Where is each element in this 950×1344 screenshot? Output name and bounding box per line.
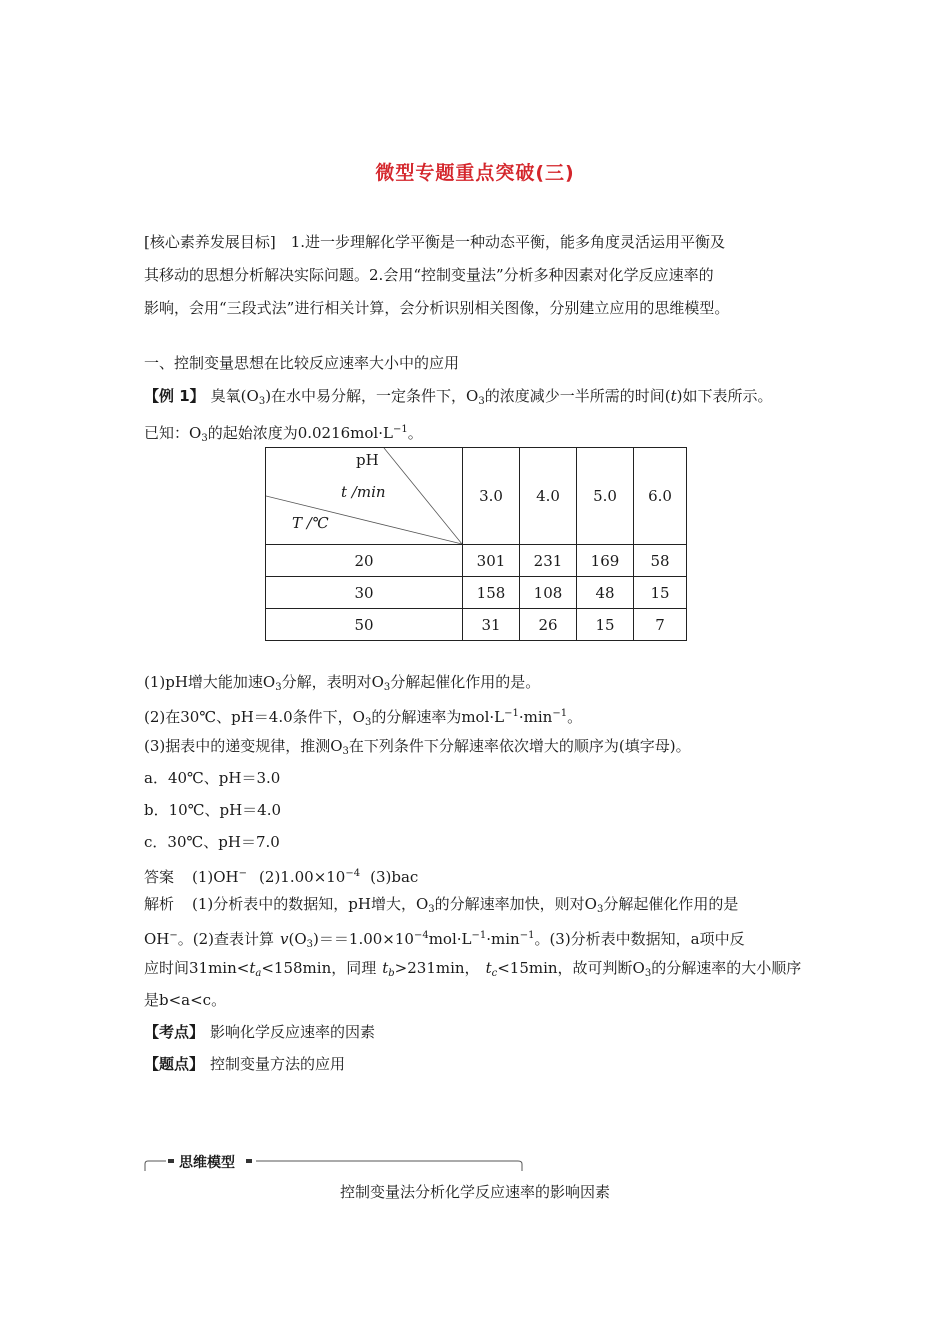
temperature-cell: 20 <box>266 545 463 577</box>
answer-line: 答案 (1)OH− $(2)1.00\times 10^{-4}$ (3)bac <box>144 868 419 886</box>
analysis-line: 应时间$31\min<t_a<158\min$，同理 $t_b>231\min$， $t_c<15\min$，故可判断$O_3$的分解速率的大小顺序 <box>144 959 802 979</box>
goal-line: 其移动的思想分析解决实际问题。2.会用“控制变量法”分析多种因素对化学反应速率的 <box>144 266 714 284</box>
question-3: (3)据表中的递变规律，推测$O_3$在下列条件下分解速率依次增大的顺序为(填字母)。 <box>144 737 691 757</box>
value-cell: 169 <box>577 545 634 577</box>
time-header: t /min <box>341 483 386 501</box>
analysis-block <box>144 888 814 1080</box>
example-section <box>144 347 814 446</box>
value-cell: 231 <box>520 545 577 577</box>
example-label: 【例 1】 <box>144 387 205 405</box>
value-cell: 26 <box>520 609 577 641</box>
half-life-table <box>265 447 687 641</box>
thinking-model-header <box>144 1152 524 1172</box>
question-2: (2)在30℃、pH＝4.0条件下，$O_3$的分解速率为$mol\cdot L^{-1}\cdot\min^{-1}$。 <box>144 708 583 728</box>
table-row <box>266 609 687 641</box>
tidian-line: 【题点】 控制变量方法的应用 <box>144 1055 346 1073</box>
analysis-line: OH−。(2)查表计算 $v(O_3)==1.00\times 10^{-4}mol\cdot L^{-1}\cdot\min^{-1}$。(3)分析表中数据知，a项中反 <box>144 930 745 950</box>
value-cell: 48 <box>577 577 634 609</box>
example-statement: 【例 1】 臭氧$(O_3)$在水中易分解，一定条件下，$O_3$的浓度减少一半所需的时间(t)如下表所示。 <box>144 387 773 407</box>
section-heading: 一、控制变量思想在比较反应速率大小中的应用 <box>144 354 460 372</box>
value-cell: 31 <box>463 609 520 641</box>
ph-header: pH <box>356 451 379 469</box>
model-subtitle: 控制变量法分析化学反应速率的影响因素 <box>339 1183 610 1201</box>
value-cell: 58 <box>634 545 687 577</box>
value-cell: 15 <box>577 609 634 641</box>
table-row <box>266 577 687 609</box>
value-cell: 108 <box>520 577 577 609</box>
answer-label: 答案 <box>144 868 175 886</box>
value-cell: 158 <box>463 577 520 609</box>
page-title: 微型专题重点突破(三) <box>375 162 575 184</box>
ph-value-cell: 4.0 <box>520 448 577 545</box>
goal-line: 影响，会用“三段式法”进行相关计算，会分析识别相关图像，分别建立应用的思维模型。 <box>144 299 730 317</box>
option-a: a．40℃、pH＝3.0 <box>144 769 281 787</box>
analysis-line: 解析 (1)分析表中的数据知，pH增大，$O_3$的分解速率加快，则对$O_3$分解起催化作用的是 <box>144 895 739 915</box>
diagonal-header-cell <box>266 448 463 545</box>
ph-value-cell: 6.0 <box>634 448 687 545</box>
questions-block <box>144 666 814 890</box>
temperature-cell: 30 <box>266 577 463 609</box>
analysis-line: 是b<a<c。 <box>144 991 227 1009</box>
model-label: 思维模型 <box>176 1152 238 1172</box>
value-cell: 301 <box>463 545 520 577</box>
temperature-cell: 50 <box>266 609 463 641</box>
option-b: b．10℃、pH＝4.0 <box>144 801 282 819</box>
kaodian-line: 【考点】 影响化学反应速率的因素 <box>144 1023 376 1041</box>
ph-value-cell: 5.0 <box>577 448 634 545</box>
value-cell: 15 <box>634 577 687 609</box>
core-goal-paragraph <box>144 226 814 325</box>
table-row <box>266 545 687 577</box>
table-header-row <box>266 448 687 545</box>
analysis-label: 解析 <box>144 895 175 913</box>
value-cell: 7 <box>634 609 687 641</box>
question-1: (1)pH增大能加速$O_3$分解，表明对$O_3$分解起催化作用的是。 <box>144 673 541 693</box>
kaodian-label: 【考点】 <box>144 1023 205 1041</box>
goal-line: [核心素养发展目标] 1.进一步理解化学平衡是一种动态平衡，能多角度灵活运用平衡及 <box>144 233 726 251</box>
temperature-header: T /℃ <box>292 514 329 532</box>
known-condition: 已知：$O_3$的起始浓度为$0.0216mol\cdot L^{-1}$。 <box>144 424 423 444</box>
ph-value-cell: 3.0 <box>463 448 520 545</box>
option-c: c．30℃、pH＝7.0 <box>144 833 280 851</box>
tidian-label: 【题点】 <box>144 1055 205 1073</box>
